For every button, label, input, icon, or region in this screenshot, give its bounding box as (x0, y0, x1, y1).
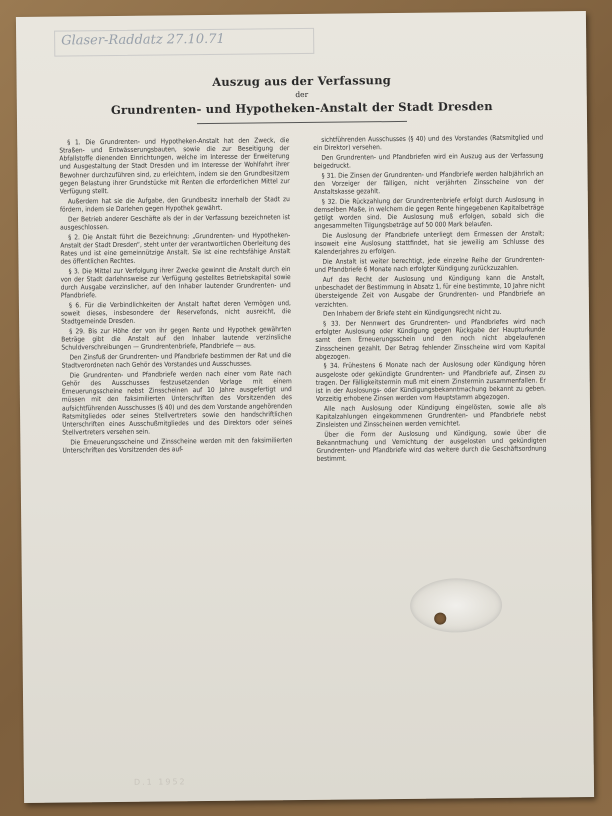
handwritten-note: Glaser-Raddatz 27.10.71 (54, 28, 314, 57)
paragraph: § 34. Frühestens 6 Monate nach der Auslosung oder Kündigung hören ausgeloste oder gekündigte Grundrenten- und Pfandbriefe auf, Zinsen zu tragen. Der Fälligkeitstermin muß mit einem Zinstermin zusammenfallen. Er ist in der Auslosungs- oder Kündigungsbekanntmachung bekannt zu geben. Vorzeitig erhobene Zinsen werden vom Hauptstamm abgezogen. (315, 359, 546, 403)
paragraph: Auf das Recht der Auslosung und Kündigung kann die Anstalt, unbeschadet der Bestimmung in Absatz 1, für eine bestimmte, 10 Jahre nicht übersteigende Zeit von Ausgabe der Grundrenten- und Pfandbriefe an verzichten. (314, 273, 545, 309)
paragraph: Die Grundrenten- und Pfandbriefe werden nach einer vom Rate nach Gehör des Ausschusses festzusetzenden Vorlage mit einem Erneuerungsscheine nebst Zinsscheinen auf 10 Jahre ausgefertigt und müssen mit den faksimilierten Unterschriften des Vorsitzenden des aufsichtführenden Ausschusses (§ 40) und des dem Vorstande angehörenden Ratsmitgliedes oder seines Stellvertreters sowie den handschriftlichen Unterschriften eines Ausschußmitgliedes und des Direktors oder seines Stellvertreters versehen sein. (61, 369, 293, 437)
paragraph: Außerdem hat sie die Aufgabe, den Grundbesitz innerhalb der Stadt zu fördern, indem sie Darlehen gegen Hypothek gewährt. (59, 194, 290, 214)
paragraph: Den Inhabern der Briefe steht ein Kündigungsrecht nicht zu. (322, 308, 502, 319)
paragraph: § 3. Die Mittel zur Verfolgung ihrer Zwecke gewinnt die Anstalt durch ein von der Stadt darlehnsweise zur Verfügung gestelltes Betriebskapital sowie durch Ausgabe verzinslicher, auf den Inhaber lautender Grundrenten- und Pfandbriefe. (60, 264, 291, 300)
title-line-3: Grundrenten- und Hypotheken-Anstalt der Stadt Dresden (110, 99, 493, 118)
title-divider (197, 121, 407, 124)
document-sheet (16, 11, 594, 803)
embossed-seal (410, 578, 503, 633)
paragraph: Den Zinsfuß der Grundrenten- und Pfandbriefe bestimmen der Rat und die Stadtverordneten nach Gehör des Vorstandes und Ausschusses. (61, 351, 292, 370)
bottom-print-mark: D.1 1952 (133, 777, 187, 787)
punch-hole (434, 613, 446, 625)
right-column (313, 133, 546, 464)
paragraph: Alle nach Auslosung oder Kündigung eingelösten, sowie alle als Kapitalzahlungen eingekommenen Grundrenten- und Pfandbriefe nebst Zinsleisten und Zinsscheinen werden vernichtet. (316, 402, 547, 429)
title-line-1: Auszug aus der Verfassung (212, 73, 392, 89)
paragraph: Die Auslosung der Pfandbriefe unterliegt dem Ermessen der Anstalt; insoweit eine Auslosung stattfindet, hat sie jeweilig am Schlusse des Kalenderjahres zu erfolgen. (314, 229, 545, 257)
left-column (59, 136, 292, 456)
paragraph: § 6. Für die Verbindlichkeiten der Anstalt haftet deren Vermögen und, soweit dieses, insbesondere der Reservefonds, nicht ausreicht, die Stadtgemeinde Dresden. (60, 299, 292, 326)
paragraph: Die Anstalt ist weiter berechtigt, jede einzelne Reihe der Grundrenten- und Pfandbriefe 6 Monate nach erfolgter Kündigung zurückzuzahlen. (314, 255, 545, 275)
paragraph: § 2. Die Anstalt führt die Bezeichnung: „Grundrenten- und Hypotheken-Anstalt der Stadt Dresden“, steht unter der verantwortlichen Oberleitung des Rates und ist eine gemeinnützige Anstalt. Sie ist eine rechtsfähige Anstalt des öffentlichen Rechtes. (60, 230, 291, 266)
paragraph: § 29. Bis zur Höhe der von ihr gegen Rente und Hypothek gewährten Beträge gibt die Anstalt auf den Inhaber lautende verzinsliche Schuldverschreibungen — Grundrentenbriefe, Pfandbriefe — aus. (61, 325, 292, 352)
document-title (97, 72, 507, 117)
paragraph: § 1. Die Grundrenten- und Hypotheken-Anstalt hat den Zweck, die Straßen- und Entwässerungsbauten, sowie die zur Beseitigung der Abfallstoffe dienenden Einrichtungen, welche im Interesse der Erweiterung und Ausgestaltung der Stadt Dresden und im Interesse der Wohlfahrt ihrer Bewohner durchzuführen sind, zu erleichtern, indem sie den Grundbesitzern gegen Belastung ihrer Grundstücke mit Renten die erforderlichen Mittel zur Verfügung stellt. (59, 136, 290, 196)
paragraph: Der Betrieb anderer Geschäfte als der in der Verfassung bezeichneten ist ausgeschlossen. (60, 212, 291, 232)
paragraph: Den Grundrenten- und Pfandbriefen wird ein Auszug aus der Verfassung beigedruckt. (313, 151, 544, 170)
paragraph: sichtführenden Ausschusses (§ 40) und des Vorstandes (Ratsmitglied und ein Direktor) versehen. (313, 133, 544, 153)
paragraph: § 31. Die Zinsen der Grundrenten- und Pfandbriefe werden halbjährlich an den Vorzeiger der fälligen, nicht verjährten Zinsscheine von der Anstaltskasse gezahlt. (313, 169, 544, 197)
paragraph: § 32. Die Rückzahlung der Grundrentenbriefe erfolgt durch Auslosung in demselben Maße, in welchem die gegen Rente hingegebenen Kapitalbeträge getilgt worden sind. Die Auslosung muß erfolgen, sobald sich die angesammelten Tilgungsbeträge auf 50 000 Mark belaufen. (313, 195, 545, 231)
paragraph: Über die Form der Auslosung und Kündigung, sowie über die Bekanntmachung und Vernichtung der ausgelosten und gekündigten Grundrenten- und Pfandbriefe wird das weitere durch die Geschäftsordnung bestimmt. (316, 428, 547, 464)
paragraph: § 33. Der Nennwert des Grundrenten- und Pfandbriefes wird nach erfolgter Auslosung oder Kündigung gegen Rückgabe der Haupturkunde samt dem Erneuerungsschein und den noch nicht abgelaufenen Zinsscheinen gezahlt. Der Betrag fehlender Zinsscheine wird vom Kapital abgezogen. (315, 317, 546, 361)
title-line-2: der (295, 89, 309, 100)
paragraph: Die Erneuerungsscheine und Zinsscheine werden mit den faksimilierten Unterschriften des Vorsitzenden des auf- (62, 435, 293, 455)
